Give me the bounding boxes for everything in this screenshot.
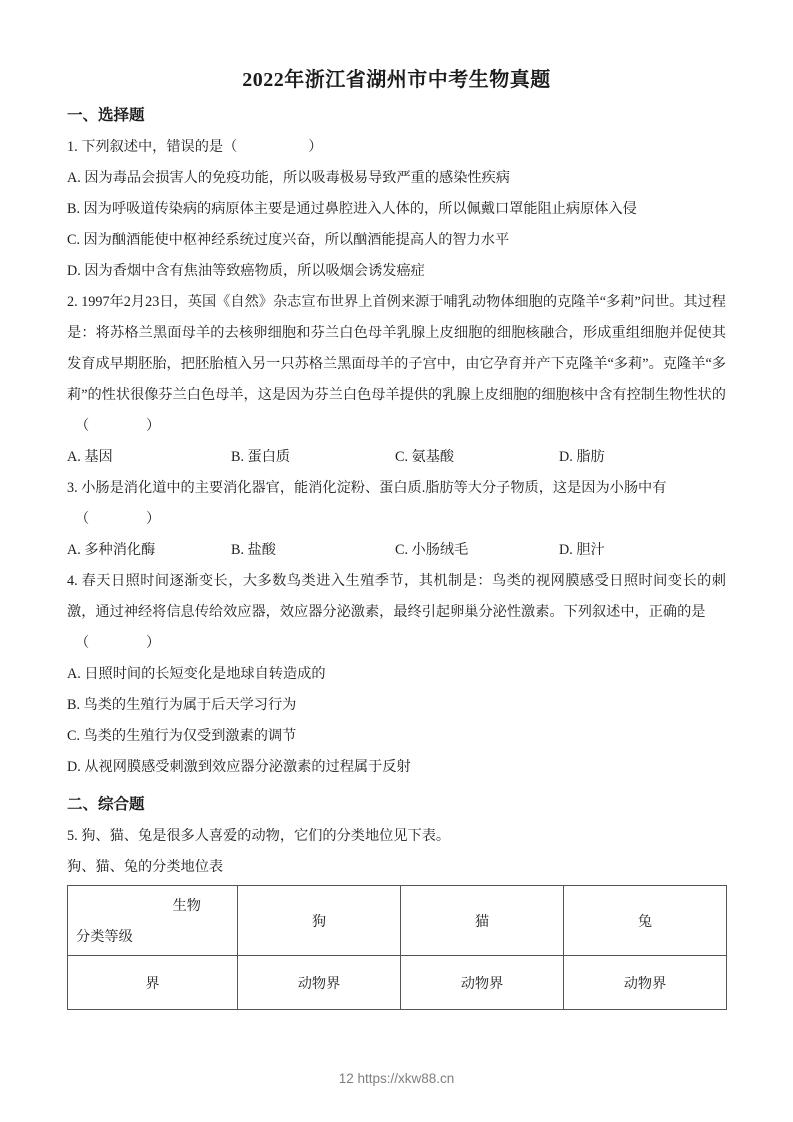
table-header-cat: 猫 bbox=[401, 886, 564, 956]
q4-stem: 4. 春天日照时间逐渐变长，大多数鸟类进入生殖季节，其机制是：鸟类的视网膜感受日照时间变长的刺激，通过神经将信息传给效应器，效应器分泌激素，最终引起卵巢分泌性激素。下列叙述中，正确的是 bbox=[67, 573, 726, 620]
q3-option-d: D. 胆汁 bbox=[559, 542, 605, 558]
page-footer: 12 https://xkw88.cn bbox=[338, 1071, 455, 1086]
corner-label-rank: 分类等级 bbox=[76, 929, 133, 945]
table-cell-dog-kingdom: 动物界 bbox=[238, 956, 401, 1010]
page-title: 2022年浙江省湖州市中考生物真题 bbox=[242, 69, 551, 91]
table-row bbox=[68, 956, 727, 1010]
classification-table bbox=[67, 885, 727, 1010]
table-header-rabbit: 兔 bbox=[564, 886, 727, 956]
table-cell-cat-kingdom: 动物界 bbox=[401, 956, 564, 1010]
q4-answer-blank: （ ） bbox=[75, 635, 161, 651]
corner-label-organism: 生物 bbox=[172, 898, 201, 914]
q2-option-c: C. 氨基酸 bbox=[395, 449, 455, 465]
q3-option-a: A. 多种消化酶 bbox=[67, 542, 156, 558]
section-heading-multiple-choice: 一、选择题 bbox=[67, 107, 145, 124]
q1-stem: 1. 下列叙述中，错误的是（ ） bbox=[67, 139, 323, 155]
q1-option-d: D. 因为香烟中含有焦油等致癌物质，所以吸烟会诱发癌症 bbox=[67, 263, 425, 279]
q5-stem: 5. 狗、猫、兔是很多人喜爱的动物，它们的分类地位见下表。 bbox=[67, 828, 451, 844]
table-cell-rank-kingdom: 界 bbox=[68, 956, 238, 1010]
section-heading-comprehensive: 二、综合题 bbox=[67, 796, 145, 813]
q5-table-caption: 狗、猫、兔的分类地位表 bbox=[67, 859, 224, 875]
q4-option-a: A. 日照时间的长短变化是地球自转造成的 bbox=[67, 666, 326, 682]
q1-option-c: C. 因为酗酒能使中枢神经系统过度兴奋，所以酗酒能提高人的智力水平 bbox=[67, 232, 510, 248]
q3-answer-blank: （ ） bbox=[75, 511, 161, 527]
q1-option-a: A. 因为毒品会损害人的免疫功能，所以吸毒极易导致严重的感染性疾病 bbox=[67, 170, 510, 186]
table-cell-rabbit-kingdom: 动物界 bbox=[564, 956, 727, 1010]
q3-stem: 3. 小肠是消化道中的主要消化器官，能消化淀粉、蛋白质.脂肪等大分子物质，这是因为小肠中有 bbox=[67, 480, 667, 496]
q2-option-a: A. 基因 bbox=[67, 449, 113, 465]
q2-answer-blank: （ ） bbox=[75, 418, 161, 434]
q2-option-b: B. 蛋白质 bbox=[231, 449, 291, 465]
q3-options-row bbox=[67, 535, 726, 566]
q2-options-row bbox=[67, 442, 726, 473]
table-corner-cell bbox=[68, 886, 238, 956]
q3-option-c: C. 小肠绒毛 bbox=[395, 542, 469, 558]
q4-option-d: D. 从视网膜感受刺激到效应器分泌激素的过程属于反射 bbox=[67, 759, 411, 775]
q1-option-b: B. 因为呼吸道传染病的病原体主要是通过鼻腔进入人体的，所以佩戴口罩能阻止病原体入侵 bbox=[67, 201, 637, 217]
q4-option-b: B. 鸟类的生殖行为属于后天学习行为 bbox=[67, 697, 297, 713]
q3-option-b: B. 盐酸 bbox=[231, 542, 276, 558]
q4-option-c: C. 鸟类的生殖行为仅受到激素的调节 bbox=[67, 728, 297, 744]
q2-stem: 2. 1997年2月23日，英国《自然》杂志宣布世界上首例来源于哺乳动物体细胞的克隆羊“多莉”问世。其过程是：将苏格兰黑面母羊的去核卵细胞和芬兰白色母羊乳腺上皮细胞的细胞核融合，形成重组细胞并促使其发育成早期胚胎，把胚胎植入另一只苏格兰黑面母羊的子宫中，由它孕育并产下克隆羊“多莉”。克隆羊“多莉”的性状很像芬兰白色母羊，这是因为芬兰白色母羊提供的乳腺上皮细胞的细胞核中含有控制生物性状的 bbox=[67, 294, 726, 403]
q2-option-d: D. 脂肪 bbox=[559, 449, 605, 465]
table-header-dog: 狗 bbox=[238, 886, 401, 956]
